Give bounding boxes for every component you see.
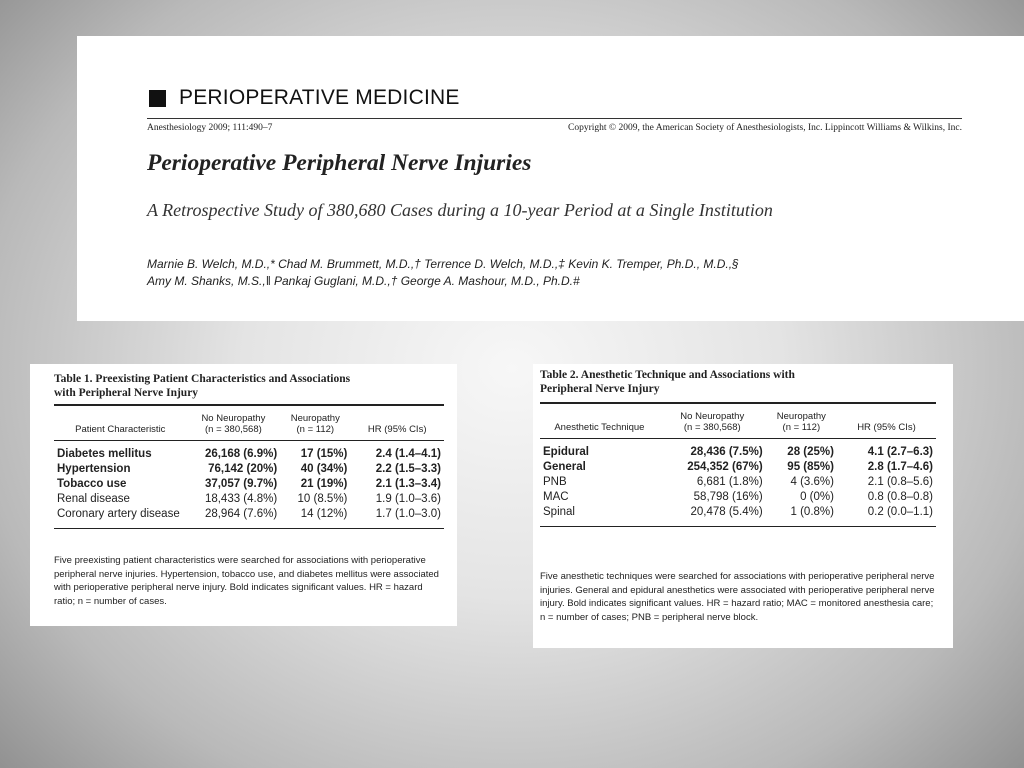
cell-neuropathy: 40 (34%) [300, 463, 348, 475]
cell-no-neuropathy: 6,681 (1.8%) [696, 476, 763, 488]
row-label: Hypertension [57, 463, 131, 475]
row-label: Coronary artery disease [57, 508, 180, 520]
cell-no-neuropathy: 58,798 (16%) [693, 491, 763, 503]
cell-neuropathy: 95 (85%) [787, 461, 834, 473]
cell-hr: 1.9 (1.0–3.6) [375, 493, 441, 505]
cell-hr: 2.8 (1.7–4.6) [867, 461, 933, 473]
journal-line [147, 123, 962, 133]
table-row [54, 507, 444, 529]
cell-hr: 2.1 (0.8–5.6) [867, 476, 933, 488]
cell-hr: 1.7 (1.0–3.0) [375, 508, 441, 520]
column-header-label: Anesthetic Technique [540, 403, 659, 439]
cell-hr: 2.4 (1.4–4.1) [375, 448, 441, 460]
paper-title: Perioperative Peripheral Nerve Injuries [147, 150, 532, 176]
cell-hr: 2.1 (1.3–3.4) [375, 478, 441, 490]
table-row [54, 477, 444, 492]
paper-header-clip [77, 36, 1024, 321]
copyright-notice: Copyright © 2009, the American Society of Anesthesiologists, Inc. Lippincott Williams & Wilkins, Inc. [568, 123, 962, 133]
table-row [540, 505, 936, 527]
table-1 [54, 404, 444, 529]
table-1-caption [54, 372, 350, 400]
row-label: MAC [543, 491, 569, 503]
cell-neuropathy: 4 (3.6%) [790, 476, 834, 488]
cell-no-neuropathy: 254,352 (67%) [687, 461, 763, 473]
table-row [540, 439, 936, 461]
row-label: General [543, 461, 586, 473]
section-heading [149, 86, 460, 110]
row-label: Diabetes mellitus [57, 448, 152, 460]
row-label: Tobacco use [57, 478, 127, 490]
cell-hr: 4.1 (2.7–6.3) [867, 446, 933, 458]
table-row [540, 490, 936, 505]
cell-neuropathy: 0 (0%) [800, 491, 834, 503]
paper-subtitle: A Retrospective Study of 380,680 Cases during a 10-year Period at a Single Institution [147, 200, 773, 220]
section-square-icon [149, 90, 166, 107]
row-label: Epidural [543, 446, 590, 458]
table-2-caption-line-1: Table 2. Anesthetic Technique and Associations with [540, 369, 795, 381]
cell-no-neuropathy: 28,964 (7.6%) [204, 508, 278, 520]
cell-no-neuropathy: 20,478 (5.4%) [690, 506, 763, 518]
table-2-header-row [540, 403, 936, 439]
table-1-clip [30, 364, 457, 626]
cell-no-neuropathy: 37,057 (9.7%) [204, 478, 278, 490]
table-1-header-row [54, 405, 444, 441]
table-row [54, 462, 444, 477]
table-1-footnote: Five preexisting patient characteristics were searched for associations with perioperative peripheral nerve injuries. Hypertension, tobacco use, and diabetes mellitus were associated with perioperative peripheral nerve injury. Bold indicates significant values. HR = hazard ratio; n = number of cases. [54, 555, 439, 607]
cell-hr: 0.2 (0.0–1.1) [867, 506, 933, 518]
table-row [54, 441, 444, 463]
table-2 [540, 402, 936, 527]
column-header-no-neuropathy: No Neuropathy (n = 380,568) [659, 403, 766, 439]
authors-line-1: Marnie B. Welch, M.D.,* Chad M. Brummett, M.D.,† Terrence D. Welch, M.D.,‡ Kevin K. Tremper, Ph.D., M.D.,§ [147, 257, 739, 271]
table-2-caption [540, 368, 795, 396]
table-1-caption-line-2: with Peripheral Nerve Injury [54, 387, 199, 399]
table-2-caption-line-2: Peripheral Nerve Injury [540, 383, 660, 395]
cell-no-neuropathy: 26,168 (6.9%) [204, 448, 278, 460]
cell-neuropathy: 21 (19%) [300, 478, 348, 490]
table-row [54, 492, 444, 507]
column-header-hr: HR (95% CIs) [837, 403, 936, 439]
journal-citation: Anesthesiology 2009; 111:490–7 [147, 123, 273, 133]
table-row [540, 475, 936, 490]
section-label: PERIOPERATIVE MEDICINE [179, 86, 460, 109]
table-row [540, 460, 936, 475]
table-2-footnote: Five anesthetic techniques were searched for associations with perioperative peripheral nerve injuries. General and epidural anesthetics were associated with perioperative peripheral nerve injury. Bold indicates significant values. HR = hazard ratio; MAC = monitored anesthesia care; n = number of cases; PNB = peripheral nerve block. [540, 571, 935, 623]
row-label: Spinal [543, 506, 575, 518]
table-1-caption-line-1: Table 1. Preexisting Patient Characteristics and Associations [54, 373, 351, 385]
cell-neuropathy: 28 (25%) [787, 446, 834, 458]
cell-hr: 2.2 (1.5–3.3) [375, 463, 441, 475]
cell-neuropathy: 17 (15%) [300, 448, 348, 460]
header-rule [147, 118, 962, 119]
column-header-label: Patient Characteristic [54, 405, 187, 441]
row-label: PNB [543, 476, 567, 488]
authors-line-2: Amy M. Shanks, M.S.,‖ Pankaj Guglani, M.D.,† George A. Mashour, M.D., Ph.D.# [147, 274, 580, 288]
cell-no-neuropathy: 28,436 (7.5%) [690, 446, 763, 458]
cell-neuropathy: 14 (12%) [300, 508, 348, 520]
cell-no-neuropathy: 18,433 (4.8%) [204, 493, 278, 505]
cell-neuropathy: 10 (8.5%) [297, 493, 348, 505]
cell-neuropathy: 1 (0.8%) [790, 506, 834, 518]
column-header-no-neuropathy: No Neuropathy (n = 380,568) [187, 405, 281, 441]
paper-authors [147, 256, 967, 290]
row-label: Renal disease [57, 493, 130, 505]
column-header-neuropathy: Neuropathy (n = 112) [280, 405, 350, 441]
cell-no-neuropathy: 76,142 (20%) [208, 463, 278, 475]
column-header-hr: HR (95% CIs) [350, 405, 444, 441]
cell-hr: 0.8 (0.8–0.8) [867, 491, 933, 503]
table-2-clip [533, 364, 953, 648]
column-header-neuropathy: Neuropathy (n = 112) [766, 403, 837, 439]
